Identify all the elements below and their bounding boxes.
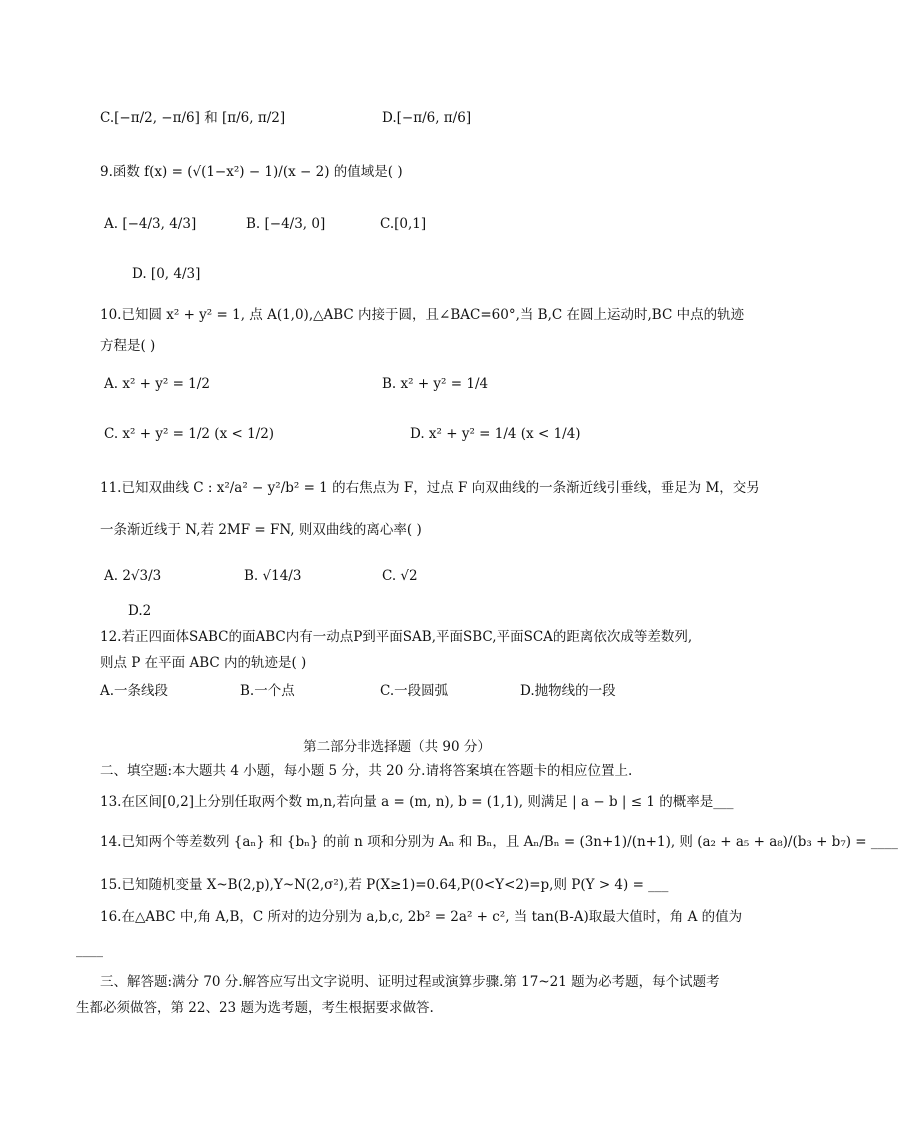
q12-option-a: A.一条线段 [100,683,169,699]
q10-stem-line2: 方程是( ) [100,338,156,354]
q12-option-c: C.一段圆弧 [380,683,449,699]
q11-option-a: A. 2√3/3 [104,568,162,584]
q11-option-b: B. √14/3 [244,568,302,584]
section2-intro: 二、填空题:本大题共 4 小题，每小题 5 分，共 20 分.请将答案填在答题卡的相应位置上. [100,763,633,779]
q12-stem-line1: 12.若正四面体SABC的面ABC内有一动点P到平面SAB,平面SBC,平面SCA的距离依次成等差数列, [100,629,693,645]
q11-option-d: D.2 [128,603,152,619]
q12-option-d: D.抛物线的一段 [520,683,616,699]
q10-option-b: B. x² + y² = 1/4 [382,376,489,392]
q11-stem-line2: 一条渐近线于 N,若 2MF = FN, 则双曲线的离心率( ) [100,522,422,538]
q11-option-c: C. √2 [382,568,418,584]
q12-option-b: B.一个点 [240,683,295,699]
q14: 14.已知两个等差数列 {aₙ} 和 {bₙ} 的前 n 项和分别为 Aₙ 和 Bₙ，且 Aₙ/Bₙ = (3n+1)/(n+1), 则 (a₂ + a₅ + a₈)/(b₃ + b₇) = ____ [100,834,898,850]
q8-option-c: C.[−π/2, −π/6] 和 [π/6, π/2] [100,110,286,126]
q9-stem: 9.函数 f(x) = (√(1−x²) − 1)/(x − 2) 的值域是( ) [100,164,403,180]
q9-option-c: C.[0,1] [380,216,427,232]
q10-option-c: C. x² + y² = 1/2 (x < 1/2) [104,426,275,442]
q10-option-a: A. x² + y² = 1/2 [104,376,210,392]
q16-line1: 16.在△ABC 中,角 A,B，C 所对的边分别为 a,b,c, 2b² = 2a² + c², 当 tan(B-A)取最大值时，角 A 的值为 [100,909,743,925]
q9-option-b: B. [−4/3, 0] [246,216,326,232]
q10-stem-line1: 10.已知圆 x² + y² = 1, 点 A(1,0),△ABC 内接于圆，且∠BAC=60°,当 B,C 在圆上运动时,BC 中点的轨迹 [100,307,745,323]
q13: 13.在区间[0,2]上分别任取两个数 m,n,若向量 a = (m, n), b = (1,1), 则满足 | a − b | ≤ 1 的概率是___ [100,794,734,810]
q12-stem-line2: 则点 P 在平面 ABC 内的轨迹是( ) [100,655,307,671]
q10-option-d: D. x² + y² = 1/4 (x < 1/4) [410,426,581,442]
q9-option-a: A. [−4/3, 4/3] [104,216,197,232]
q8-option-d: D.[−π/6, π/6] [382,110,472,126]
q9-option-d: D. [0, 4/3] [132,266,201,282]
section3-line1: 三、解答题:满分 70 分.解答应写出文字说明、证明过程或演算步骤.第 17~21 题为必考题，每个试题考 [100,974,720,990]
part2-title: 第二部分非选择题（共 90 分） [303,739,491,755]
q11-stem-line1: 11.已知双曲线 C : x²/a² − y²/b² = 1 的右焦点为 F，过点 F 向双曲线的一条渐近线引垂线，垂足为 M，交另 [100,480,760,496]
section3-line2: 生都必须做答，第 22、23 题为选考题，考生根据要求做答. [76,1000,434,1016]
q16-line2: ____ [76,942,103,958]
q15: 15.已知随机变量 X~B(2,p),Y~N(2,σ²),若 P(X≥1)=0.64,P(0<Y<2)=p,则 P(Y > 4) = ___ [100,877,669,893]
